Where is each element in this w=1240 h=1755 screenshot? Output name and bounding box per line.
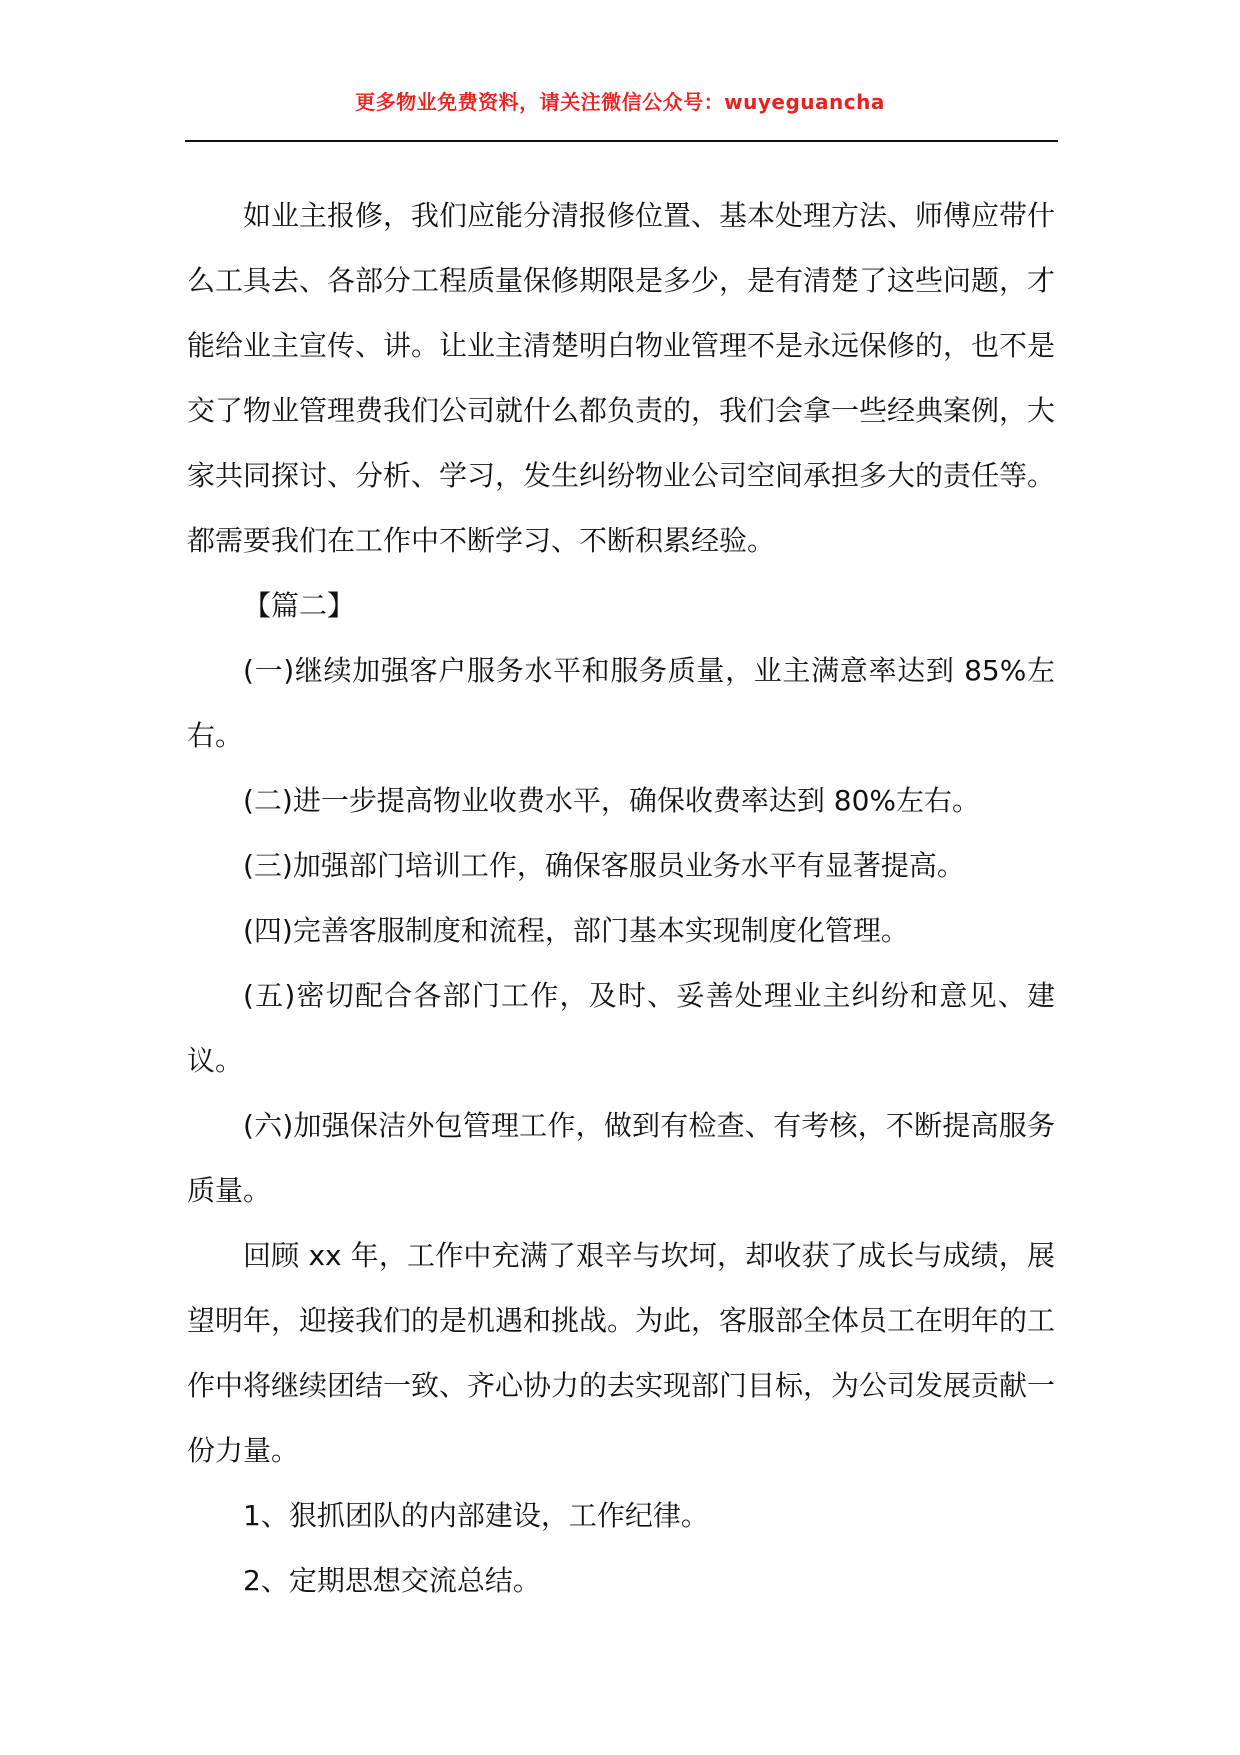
goal-item-4: (四)完善客服制度和流程，部门基本实现制度化管理。 xyxy=(243,914,909,947)
header-notice: 更多物业免费资料，请关注微信公众号：wuyeguancha xyxy=(355,90,885,114)
goal-item-5: (五)密切配合各部门工作，及时、妥善处理业主纠纷和意见、建议。 xyxy=(187,979,1055,1077)
goal-item-2: (二)进一步提高物业收费水平，确保收费率达到 80%左右。 xyxy=(243,784,980,817)
goal-item-1: (一)继续加强客户服务水平和服务质量，业主满意率达到 85%左右。 xyxy=(187,654,1055,752)
section-heading-part-two: 【篇二】 xyxy=(243,589,356,622)
list-item-2: 2、定期思想交流总结。 xyxy=(243,1564,541,1597)
paragraph-repair-intro: 如业主报修，我们应能分清报修位置、基本处理方法、师傅应带什么工具去、各部分工程质量保修期限是多少，是有清楚了这些问题，才能给业主宣传、讲。让业主清楚明白物业管理不是永远保修的，也不是交了物业管理费我们公司就什么都负责的，我们会拿一些经典案例，大家共同探讨、分析、学习，发生纠纷物业公司空间承担多大的责任等。都需要我们在工作中不断学习、不断积累经验。 xyxy=(187,199,1056,557)
header-divider xyxy=(185,140,1058,142)
document-body xyxy=(187,183,1055,1613)
goal-item-3: (三)加强部门培训工作，确保客服员业务水平有显著提高。 xyxy=(243,849,965,882)
list-item-1: 1、狠抓团队的内部建设，工作纪律。 xyxy=(243,1499,709,1532)
paragraph-review: 回顾 xx 年，工作中充满了艰辛与坎坷，却收获了成长与成绩，展望明年，迎接我们的是机遇和挑战。为此，客服部全体员工在明年的工作中将继续团结一致、齐心协力的去实现部门目标，为公司发展贡献一份力量。 xyxy=(187,1239,1056,1467)
goal-item-6: (六)加强保洁外包管理工作，做到有检查、有考核，不断提高服务质量。 xyxy=(187,1109,1055,1207)
